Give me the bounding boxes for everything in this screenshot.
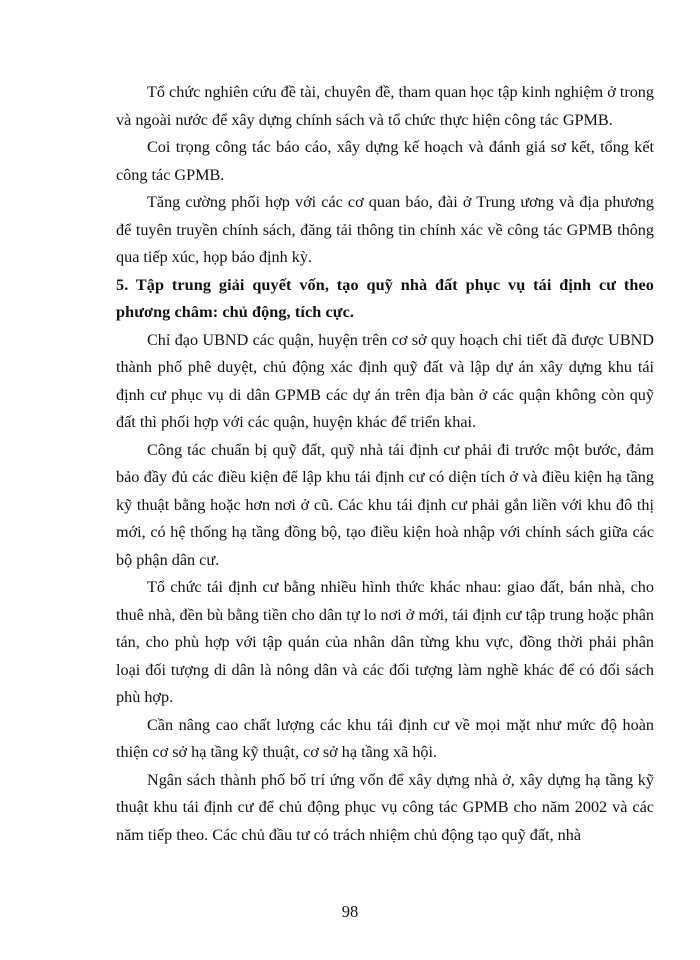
document-body (116, 79, 654, 849)
paragraph-resettlement-forms: Tổ chức tái định cư bằng nhiều hình thức khác nhau: giao đất, bán nhà, cho thuê nhà, đền bù bằng tiền cho dân tự lo nơi ở mới, tái định cư tập trung hoặc phân tán, cho phù hợp với tập quán của nhân dân từng khu vực, đồng thời phải phân loại đối tượng di dân là nông dân và các đối tượng làm nghề khác để có đối sách phù hợp. (116, 578, 654, 706)
paragraph-quality-improvement: Cần nâng cao chất lượng các khu tái định cư về mọi mặt như mức độ hoàn thiện cơ sở hạ tầng kỹ thuật, cơ sở hạ tầng xã hội. (116, 715, 654, 761)
page-number: 98 (341, 902, 359, 921)
paragraph-city-budget: Ngân sách thành phố bố trí ứng vốn để xây dựng nhà ở, xây dựng hạ tầng kỹ thuật khu tái định cư để chủ động phục vụ công tác GPMB cho năm 2002 và các năm tiếp theo. Các chủ đầu tư có trách nhiệm chủ động tạo quỹ đất, nhà (116, 770, 654, 844)
paragraph-land-preparation: Công tác chuẩn bị quỹ đất, quỹ nhà tái định cư phải đi trước một bước, đảm bảo đầy đủ các điều kiện để lập khu tái định cư có diện tích ở và điều kiện hạ tầng kỹ thuật bằng hoặc hơn nơi ở cũ. Các khu tái định cư phải gắn liền với khu đô thị mới, có hệ thống hạ tầng đồng bộ, tạo điều kiện hoà nhập với chính sách giữa các bộ phận dân cư. (116, 440, 654, 569)
paragraph-media-coordination: Tăng cường phối hợp với các cơ quan báo, đài ở Trung ương và địa phương để tuyên truyền chính sách, đăng tải thông tin chính xác về công tác GPMB thông qua tiếp xúc, họp báo định kỳ. (116, 193, 654, 266)
section-heading: 5. Tập trung giải quyết vốn, tạo quỹ nhà đất phục vụ tái định cư theo phương châm: chủ động, tích cực. (116, 275, 654, 321)
paragraph-district-direction: Chỉ đạo UBND các quận, huyện trên cơ sở quy hoạch chi tiết đã được UBND thành phố phê duyệt, chủ động xác định quỹ đất và lập dự án xây dựng khu tái định cư phục vụ di dân GPMB các dự án trên địa bàn ở các quận không còn quỹ đất thì phối hợp với các quận, huyện khác để triển khai. (116, 330, 654, 431)
paragraph-reporting: Coi trọng công tác báo cáo, xây dựng kế hoạch và đánh giá sơ kết, tổng kết công tác GPMB. (116, 138, 654, 184)
paragraph-research: Tổ chức nghiên cứu đề tài, chuyên đề, tham quan học tập kinh nghiệm ở trong và ngoài nước để xây dựng chính sách và tổ chức thực hiện công tác GPMB. (116, 83, 654, 129)
